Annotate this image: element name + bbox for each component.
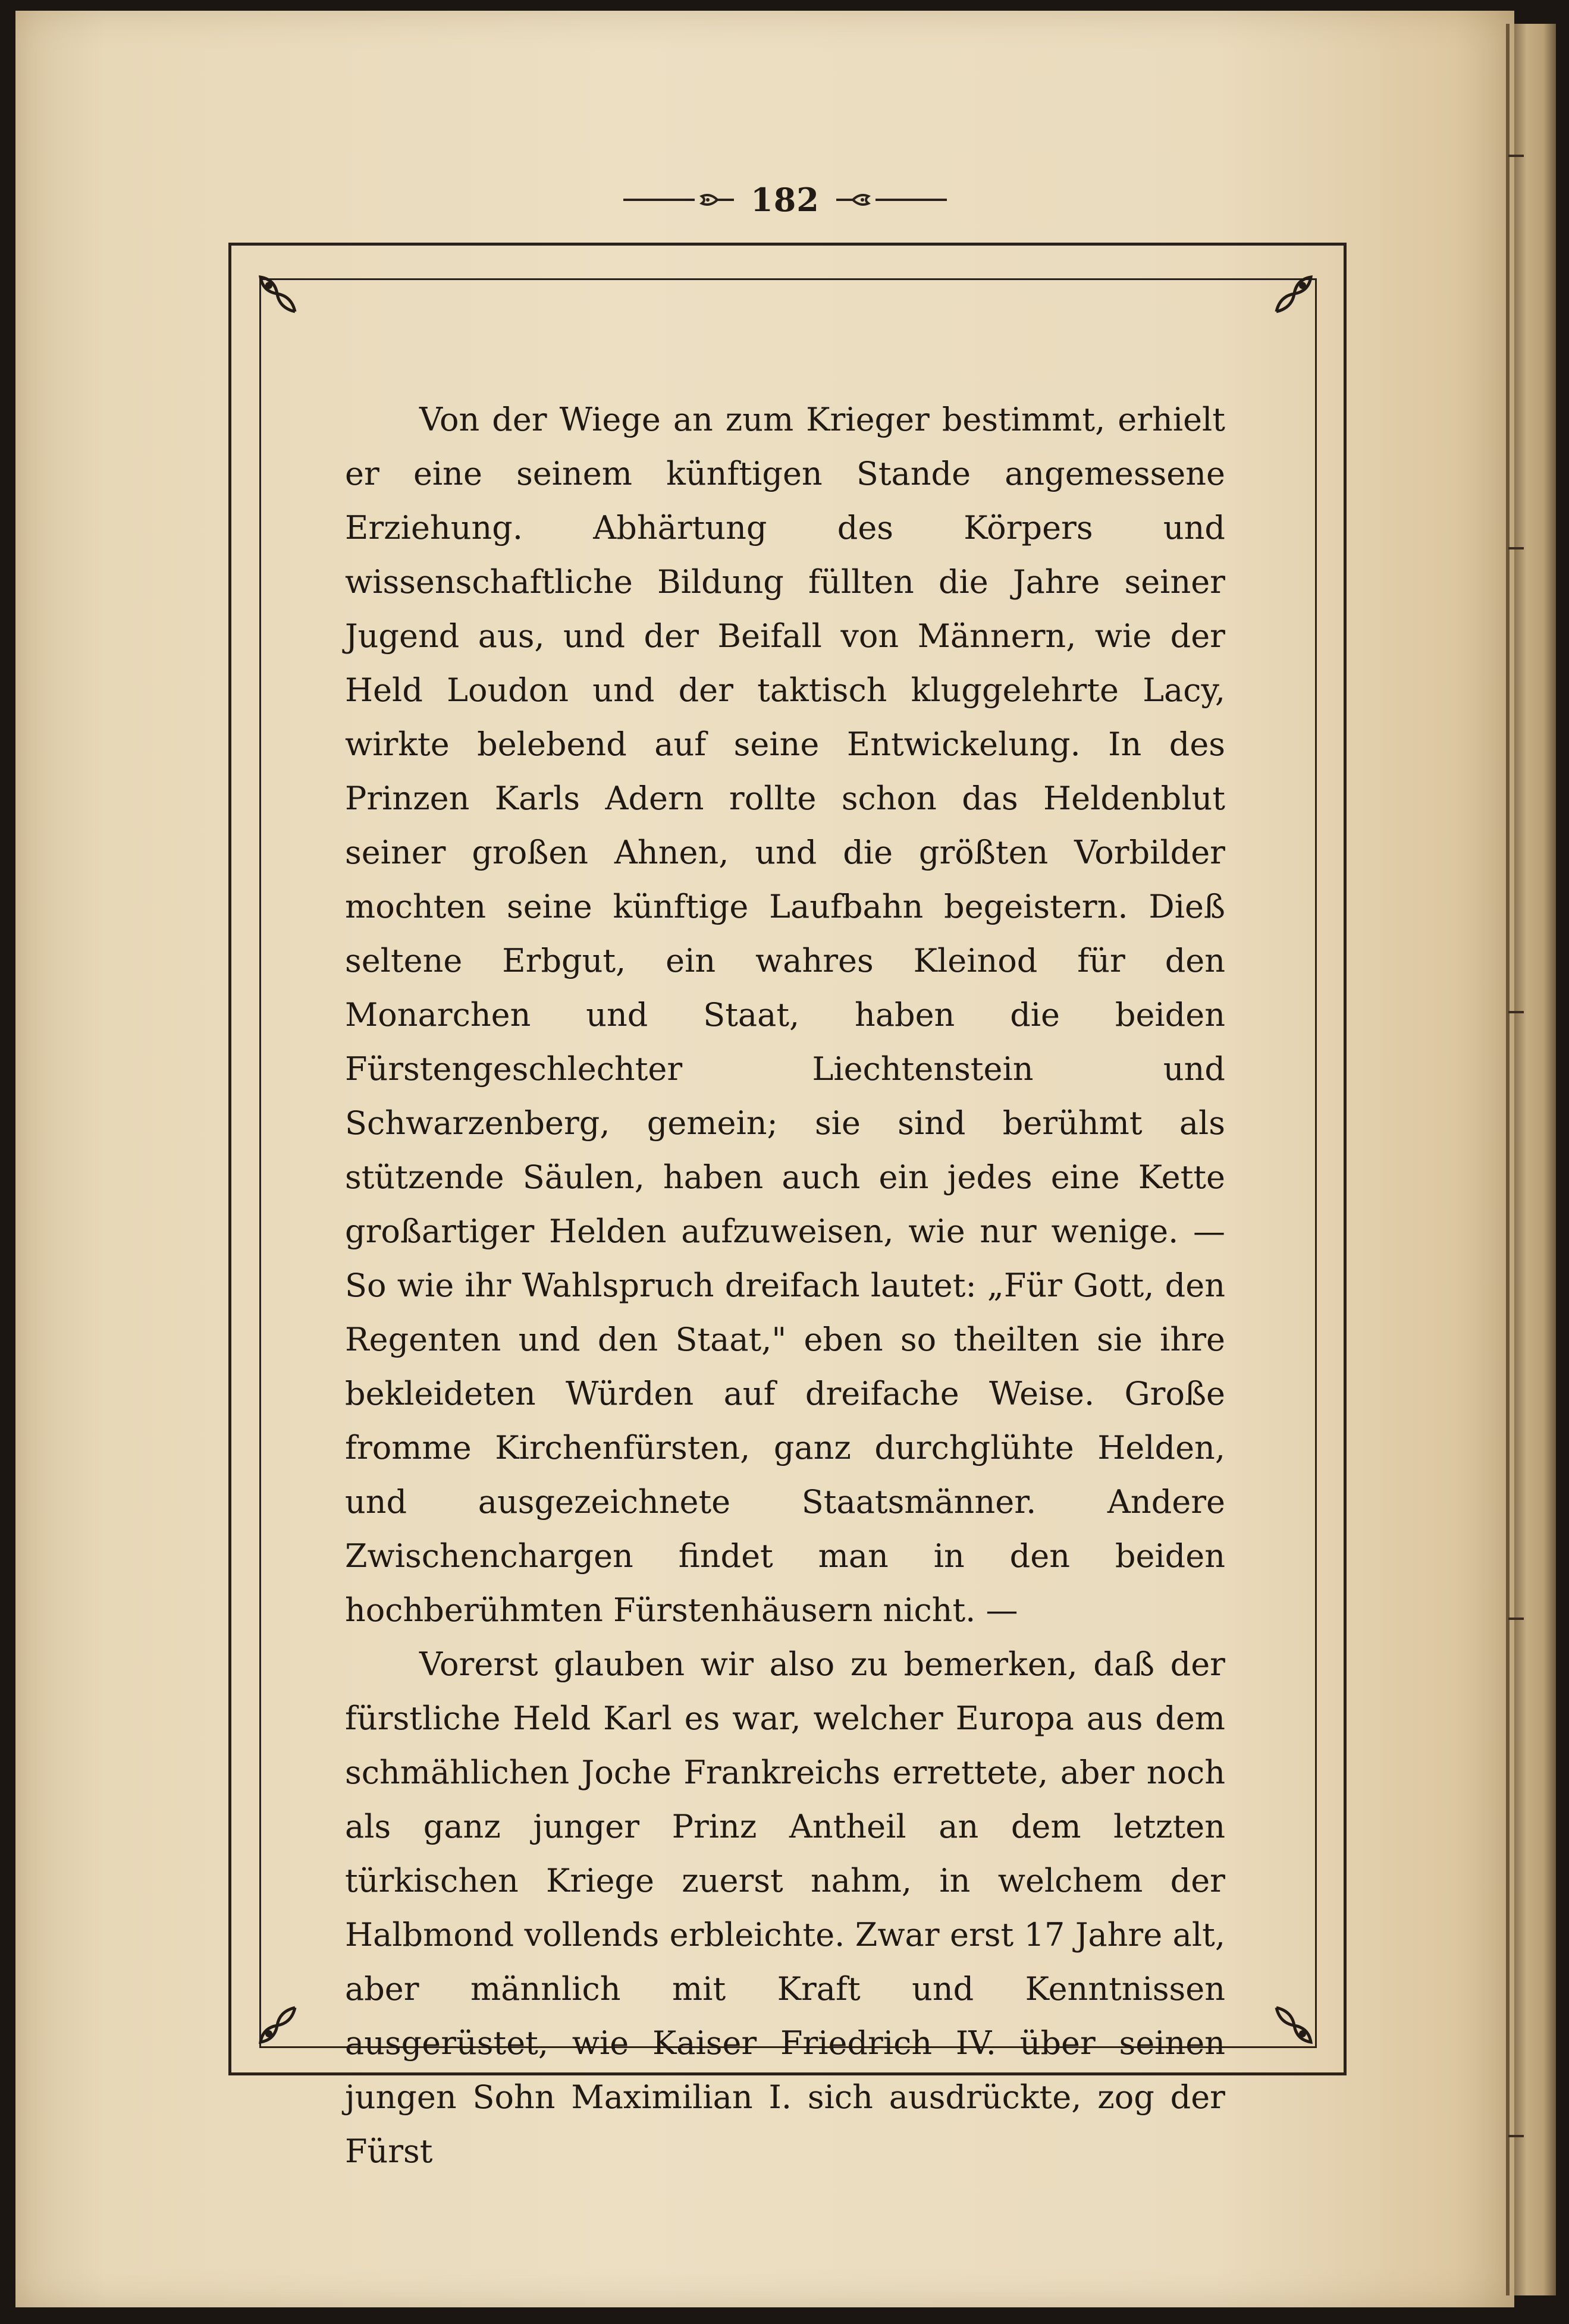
binding-stitch — [1508, 1011, 1524, 1013]
corner-ornament-icon — [257, 274, 299, 315]
header-rule-right — [875, 199, 947, 201]
binding-stitch — [1508, 1618, 1524, 1620]
corner-ornament-icon — [1273, 274, 1314, 315]
body-text — [345, 392, 1225, 2178]
paragraph: Von der Wiege an zum Krieger bestimmt, erhielt er eine seinem künftigen Stande angemessene Erziehung. Abhärtung des Körpers und wissenschaftliche Bildung füllten die Jahre seiner Jugend aus, und der Beifall von Männern, wie der Held Loudon und der taktisch kluggelehrte Lacy, wirkte belebend auf seine Entwickelung. In des Prinzen Karls Adern rollte schon das Heldenblut seiner großen Ahnen, und die größten Vorbilder mochten seine künftige Laufbahn begeistern. Dieß seltene Erbgut, ein wahres Kleinod für den Monarchen und Staat, haben die beiden Fürstengeschlechter Liechtenstein und Schwarzenberg, gemein; sie sind berühmt als stützende Säulen, haben auch ein jedes eine Kette großartiger Helden aufzuweisen, wie nur wenige. — So wie ihr Wahlspruch dreifach lautet: „Für Gott, den Regenten und den Staat," eben so theilten sie ihre bekleideten Würden auf dreifache Weise. Große fromme Kirchenfürsten, ganz durchglühte Helden, und ausgezeichnete Staatsmänner. Andere Zwischenchargen findet man in den beiden hochberühmten Fürstenhäusern nicht. — — [345, 401, 1225, 1629]
corner-ornament-icon — [1273, 2004, 1314, 2046]
binding-gutter — [1506, 24, 1510, 2295]
header-rule-left — [623, 199, 695, 201]
page-header — [619, 176, 952, 224]
page-number: 182 — [751, 181, 820, 219]
left-ornament-icon — [699, 191, 735, 208]
binding-stitch — [1508, 547, 1524, 549]
binding-stitch — [1508, 2135, 1524, 2137]
right-ornament-icon — [835, 191, 871, 208]
paragraph: Vorerst glauben wir also zu bemerken, daß der fürstliche Held Karl es war, welcher Europa aus dem schmählichen Joche Frankreichs errettete, aber noch als ganz junger Prinz Antheil an dem letzten türkischen Kriege zuerst nahm, in welchem der Halbmond vollends erbleichte. Zwar erst 17 Jahre alt, aber männlich mit Kraft und Kenntnissen ausgerüstet, wie Kaiser Friedrich IV. über seinen jungen Sohn Maximilian I. sich ausdrückte, zog der Fürst — [345, 1645, 1225, 2170]
adjacent-page-edge — [1514, 24, 1556, 2295]
binding-stitch — [1508, 155, 1524, 157]
corner-ornament-icon — [257, 2004, 299, 2046]
